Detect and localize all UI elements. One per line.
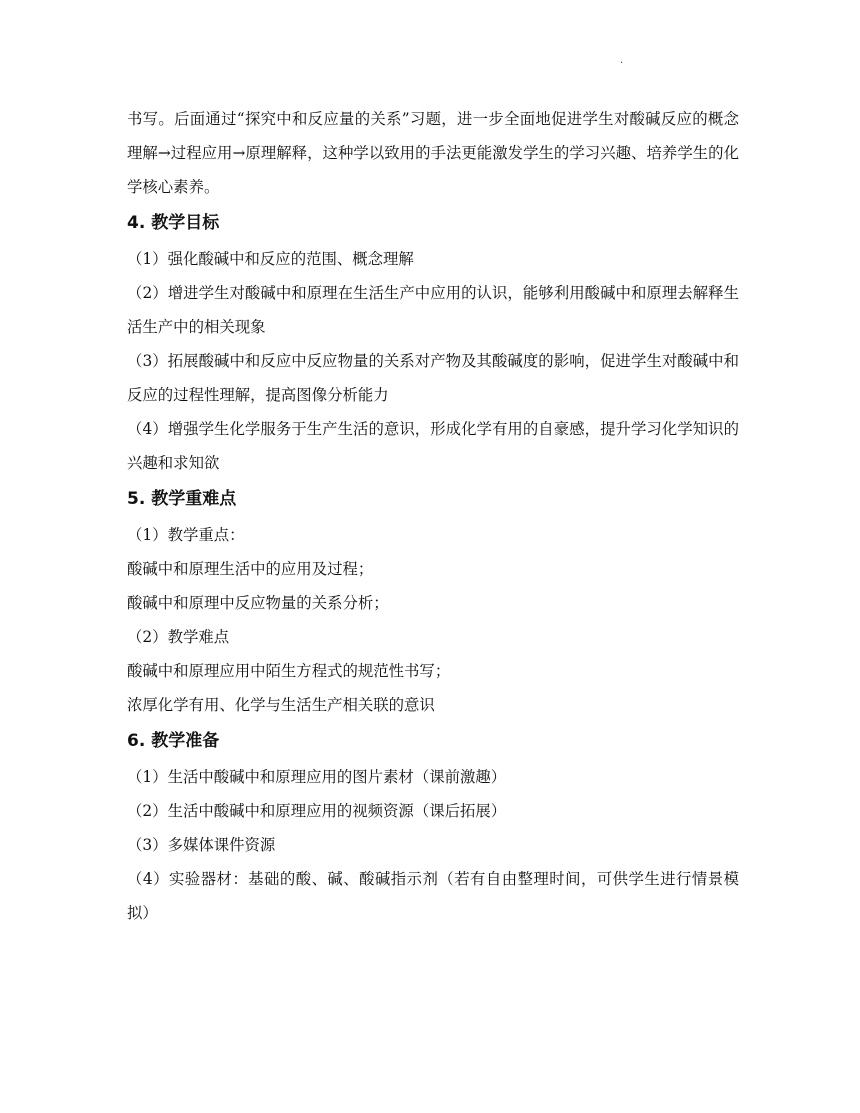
objective-item-2: （2）增进学生对酸碱中和原理在生活生产中应用的认识，能够利用酸碱中和原理去解释生活生产中的相关现象 — [127, 284, 739, 336]
document-body — [127, 102, 739, 930]
intro-paragraph: 书写。后面通过“探究中和反应量的关系”习题，进一步全面地促进学生对酸碱反应的概念理解→过程应用→原理解释，这种学以致用的手法更能激发学生的学习兴趣、培养学生的化学核心素养。 — [127, 110, 739, 196]
section-heading-preparation: 6. 教学准备 — [127, 731, 220, 751]
objective-item-3: （3）拓展酸碱中和反应中反应物量的关系对产物及其酸碱度的影响，促进学生对酸碱中和反应的过程性理解，提高图像分析能力 — [127, 352, 739, 404]
preparation-item-1: （1）生活中酸碱中和原理应用的图片素材（课前激趣） — [127, 768, 507, 786]
preparation-item-4: （4）实验器材：基础的酸、碱、酸碱指示剂（若有自由整理时间，可供学生进行情景模拟） — [127, 870, 739, 922]
preparation-item-3: （3）多媒体课件资源 — [127, 836, 276, 854]
preparation-item-2: （2）生活中酸碱中和原理应用的视频资源（课后拓展） — [127, 802, 507, 820]
page-marker-dot: . — [620, 55, 624, 66]
section-heading-objectives: 4. 教学目标 — [127, 213, 220, 233]
section-heading-key-difficult-points: 5. 教学重难点 — [127, 489, 237, 509]
key-point-2: 酸碱中和原理中反应物量的关系分析； — [127, 594, 389, 612]
key-point-1: 酸碱中和原理生活中的应用及过程； — [127, 560, 374, 578]
objective-item-1: （1）强化酸碱中和反应的范围、概念理解 — [127, 250, 414, 268]
difficult-points-label: （2）教学难点 — [127, 628, 230, 646]
difficult-point-2: 浓厚化学有用、化学与生活生产相关联的意识 — [127, 696, 435, 714]
difficult-point-1: 酸碱中和原理应用中陌生方程式的规范性书写； — [127, 662, 451, 680]
objective-item-4: （4）增强学生化学服务于生产生活的意识，形成化学有用的自豪感，提升学习化学知识的兴趣和求知欲 — [127, 420, 739, 472]
key-points-label: （1）教学重点： — [127, 526, 245, 544]
